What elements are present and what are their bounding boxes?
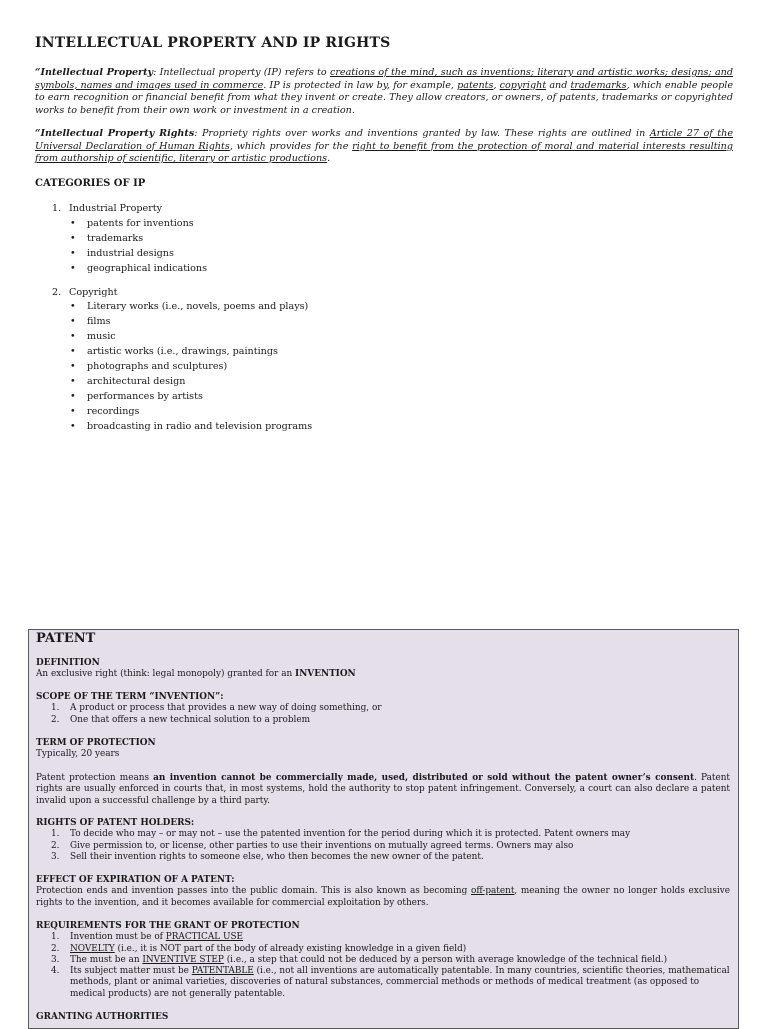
patent-requirements-section	[36, 921, 730, 1000]
list-item	[36, 841, 730, 852]
list-item	[36, 966, 730, 1000]
patent-definition-section	[36, 658, 730, 681]
ip-rights-text-3: .	[327, 153, 331, 165]
ip-def-and: and	[546, 79, 571, 91]
copyright-link: copyright	[499, 79, 547, 91]
patent-rights-section	[36, 818, 730, 863]
list-item	[36, 932, 730, 943]
item-number: 2.	[51, 714, 60, 725]
ip-rights-text-2: , which provides for the	[229, 140, 353, 152]
list-item-text: photographs and sculptures)	[87, 361, 228, 372]
patent-scope-section	[36, 692, 730, 726]
ip-def-text: : Intellectual property (IP) refers to	[153, 67, 330, 78]
item-text: Its subject matter must be	[70, 966, 192, 977]
ip-rights-text: : Propriety rights over works and inventions granted by law. These rights are outlined in	[194, 128, 650, 139]
bullet-icon: •	[70, 316, 76, 327]
item-text: A product or process that provides a new way of doing something, or	[70, 703, 382, 714]
item-text-2: (i.e., a step that could not be deduced by a person with average knowledge of the technical field.)	[223, 954, 668, 965]
section-heading: EFFECT OF EXPIRATION OF A PATENT:	[36, 875, 235, 885]
category-label: Copyright	[69, 287, 118, 298]
patent-protection-paragraph	[36, 773, 730, 807]
section-heading: SCOPE OF THE TERM “INVENTION”:	[36, 692, 224, 702]
list-item-text: performances by artists	[87, 391, 203, 402]
bullet-icon: •	[70, 346, 76, 357]
bullet-icon: •	[70, 331, 76, 342]
ip-definition-paragraph	[35, 67, 733, 117]
definition-bold: INVENTION	[295, 669, 356, 680]
item-text: One that offers a new technical solution to a problem	[70, 714, 311, 725]
item-number: 2.	[51, 943, 60, 954]
item-number: 1.	[51, 932, 60, 943]
list-item	[36, 715, 730, 726]
item-text-2: (i.e., not all inventions are automatically patentable. In many countries, scientific theories, mathematical methods, plant or animal varieties, discoveries of natural substances, commercial methods or methods of medical treatment (as opposed to medical products) are not generally patentable.	[70, 966, 730, 999]
list-item	[36, 703, 730, 714]
section-heading: RIGHTS OF PATENT HOLDERS:	[36, 818, 195, 828]
section-heading: GRANTING AUTHORITIES	[36, 1012, 169, 1022]
term-text: Typically, 20 years	[36, 749, 120, 760]
list-item-text: films	[87, 316, 111, 327]
bullet-icon: •	[70, 263, 76, 274]
ip-def-text-2: . IP is protected in law by, for example,	[263, 79, 458, 91]
definition-text: An exclusive right (think: legal monopoly) granted for an	[36, 669, 296, 680]
ip-term: “Intellectual Property	[35, 67, 154, 78]
item-text: The must be an	[70, 954, 143, 965]
patent-box	[28, 629, 739, 1029]
protection-text: Patent protection means	[36, 773, 154, 783]
item-number: 3.	[51, 954, 60, 965]
bullet-icon: •	[70, 361, 76, 372]
category-label: Industrial Property	[69, 203, 163, 214]
list-item	[36, 955, 730, 966]
protection-text-2: . Patent rights are usually enforced in courts that, in most systems, hold the authority to stop patent infringement. Conversely, a court can also declare a patent invalid upon a successful challenge by a third party.	[36, 773, 730, 806]
ip-def-underlined: creations of the mind, such as inventions; literary and artistic works; designs; and symbols, names and images used in commerce	[35, 67, 733, 91]
item-text: To decide who may – or may not – use the patented invention for the period during which it is protected. Patent owners may	[70, 829, 631, 840]
section-heading: DEFINITION	[36, 658, 100, 668]
patents-link: patents	[457, 79, 494, 91]
bullet-icon: •	[70, 248, 76, 259]
bullet-icon: •	[70, 301, 76, 312]
ip-def-text-3: , which enable people to earn recognition or financial benefit from what they invent or create. They allow creators, or owners, of patents, trademarks or copyrighted works to benefit from their own work or investment in a creation.	[35, 79, 733, 116]
item-text: Give permission to, or license, other parties to use their inventions on mutually agreed terms. Owners may also	[70, 840, 574, 851]
expiry-text: Protection ends and invention passes into the public domain. This is also known as becoming	[36, 886, 471, 897]
off-patent-text: off-patent	[470, 886, 515, 897]
list-item-text: broadcasting in radio and television programs	[87, 421, 313, 432]
category-number: 1.	[52, 203, 62, 214]
list-item-text: music	[87, 331, 116, 342]
patent-granting-section	[36, 1012, 730, 1023]
item-underlined: PRACTICAL USE	[165, 932, 244, 943]
list-item	[36, 829, 730, 840]
bullet-icon: •	[70, 421, 76, 432]
item-number: 4.	[51, 966, 60, 977]
list-item-text: geographical indications	[87, 263, 207, 274]
right-to-benefit-text: right to benefit from the protection of moral and material interests resulting from authorship of scientific, literary or artistic productions	[35, 140, 733, 165]
page-title: INTELLECTUAL PROPERTY AND IP RIGHTS	[35, 35, 391, 51]
list-item	[36, 852, 730, 863]
item-number: 1.	[51, 829, 60, 840]
item-text: Invention must be of	[70, 932, 166, 943]
category-number: 2.	[52, 287, 62, 298]
list-item-text: architectural design	[87, 376, 186, 387]
patent-term-section	[36, 738, 730, 761]
expiry-text-2: , meaning the owner no longer holds exclusive rights to the invention, and it becomes available for commercial exploitation by others.	[36, 886, 730, 908]
categories-heading: CATEGORIES OF IP	[35, 178, 146, 189]
patent-expiry-section	[36, 875, 730, 909]
list-item-text: industrial designs	[87, 248, 174, 259]
ip-rights-term: “Intellectual Property Rights	[35, 128, 195, 139]
item-underlined: INVENTIVE STEP	[142, 954, 224, 965]
section-heading: REQUIREMENTS FOR THE GRANT OF PROTECTION	[36, 921, 300, 931]
item-number: 2.	[51, 840, 60, 851]
item-underlined: NOVELTY	[70, 943, 115, 954]
list-item	[36, 944, 730, 955]
list-item-text: trademarks	[87, 233, 144, 244]
bullet-icon: •	[70, 406, 76, 417]
item-text-2: (i.e., it is NOT part of the body of already existing knowledge in a given field)	[114, 943, 467, 954]
section-heading: TERM OF PROTECTION	[36, 738, 156, 748]
list-item-text: Literary works (i.e., novels, poems and plays)	[87, 301, 309, 312]
list-item-text: recordings	[87, 406, 140, 417]
item-number: 3.	[51, 851, 60, 862]
article-27-link: Article 27 of the Universal Declaration of Human Rights	[35, 128, 734, 152]
ip-rights-definition-paragraph	[35, 128, 733, 166]
bullet-icon: •	[70, 233, 76, 244]
list-item-text: artistic works (i.e., drawings, paintings	[87, 346, 278, 357]
protection-bold: an invention cannot be commercially made, used, distributed or sold without the patent owner’s consent	[153, 773, 695, 783]
item-number: 1.	[51, 703, 60, 714]
bullet-icon: •	[70, 218, 76, 229]
patent-title: PATENT	[36, 631, 96, 646]
item-text: Sell their invention rights to someone else, who then becomes the new owner of the patent.	[70, 851, 484, 862]
trademarks-link: trademarks	[570, 79, 627, 91]
bullet-icon: •	[70, 391, 76, 402]
list-item-text: patents for inventions	[87, 218, 194, 229]
item-underlined: PATENTABLE	[191, 966, 254, 977]
ip-def-sep: ,	[493, 79, 500, 91]
bullet-icon: •	[70, 376, 76, 387]
